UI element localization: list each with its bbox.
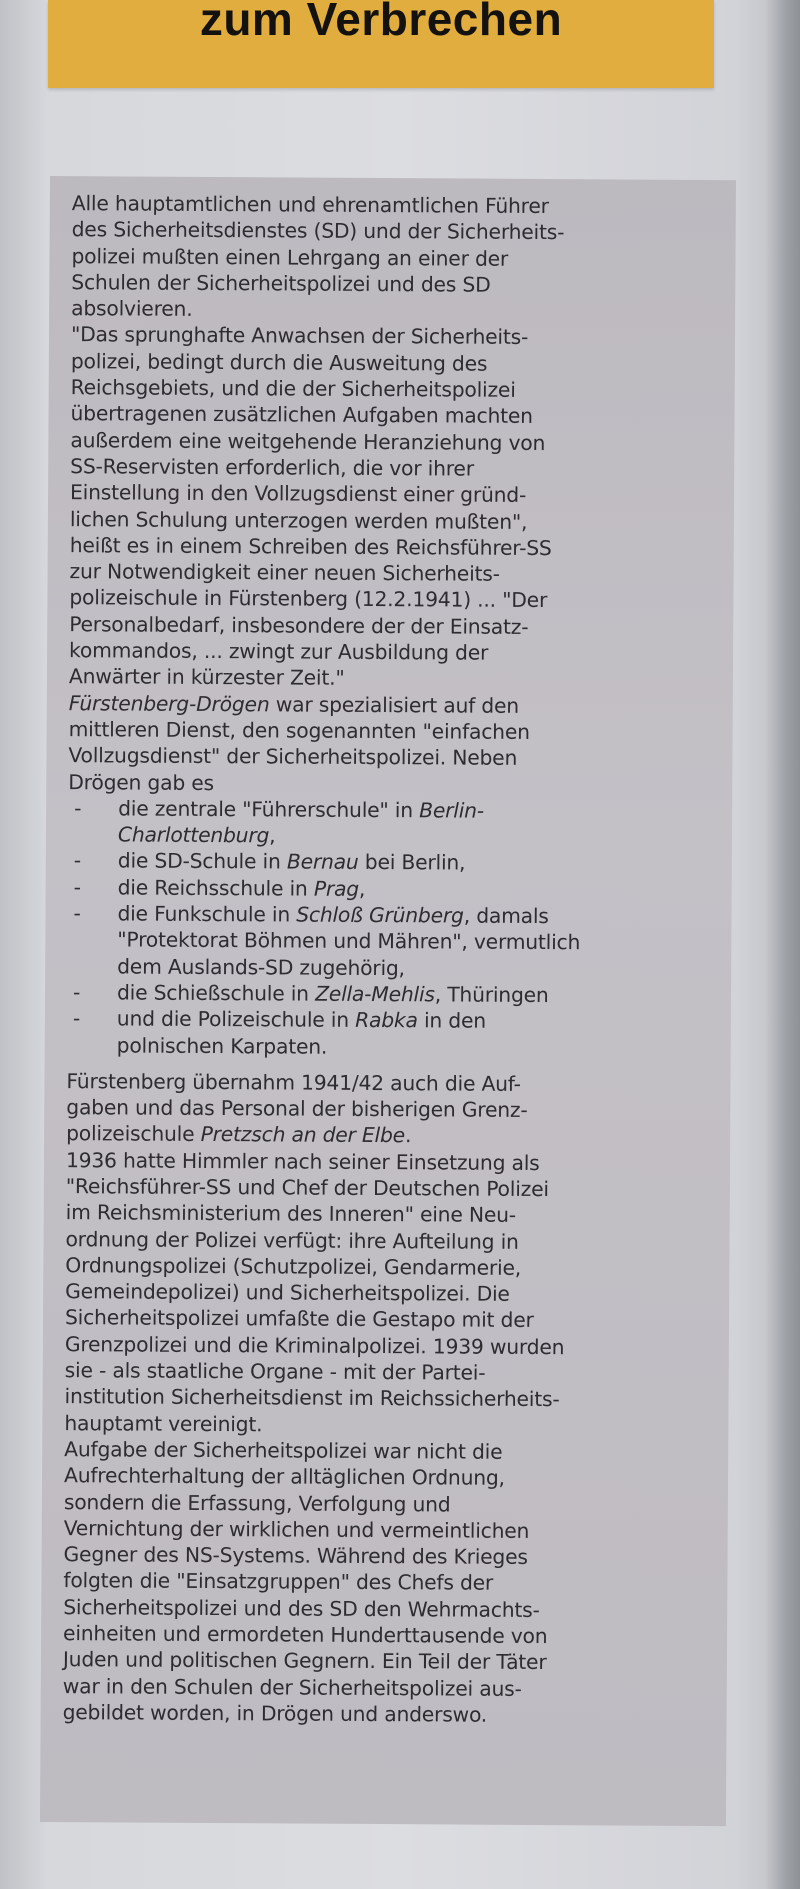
text-line: außerdem eine weitgehende Heranziehung von (70, 427, 546, 455)
text-line: einheiten und ermordeten Hunderttausende von (63, 1621, 548, 1649)
text-span: war spezialisiert auf den (269, 691, 520, 718)
place-name: Schloß Grünberg (296, 902, 464, 928)
text-line: lichen Schulung unterzogen werden mußten", (69, 506, 528, 534)
list-item (67, 1005, 717, 1062)
page-title: zum Verbrechen (199, 0, 563, 45)
text-span: bei Berlin, (358, 850, 466, 875)
text-line: gaben und das Personal der bisherigen Grenz- (66, 1095, 528, 1123)
text-line: hauptamt vereinigt. (64, 1410, 263, 1436)
paragraph-intro (71, 190, 722, 325)
paragraph-droegen (68, 690, 719, 799)
text-line: Vernichtung der wirklichen und vermeintlichen (63, 1515, 530, 1543)
place-name: Rabka (355, 1008, 418, 1033)
text-line (66, 1121, 716, 1151)
text-line: Juden und politischen Gegnern. Ein Teil der Täter (62, 1647, 547, 1675)
list-item (67, 900, 717, 983)
text-line (117, 1006, 717, 1036)
header-banner (48, 0, 714, 88)
text-span: die Reichsschule in (117, 875, 314, 901)
dash-bullet: - (73, 848, 82, 873)
text-line: polizei mußten einen Lehrgang an einer der (71, 243, 509, 271)
text-line (118, 795, 718, 825)
place-name: Pretzsch an der Elbe (200, 1122, 406, 1148)
text-line: "Reichsführer-SS und Chef der Deutschen Polizei (65, 1174, 549, 1202)
text-line: Aufrechterhaltung der alltäglichen Ordnung, (63, 1463, 505, 1491)
text-line: polnischen Karpaten. (116, 1032, 328, 1059)
text-line (117, 979, 717, 1009)
text-line: sondern die Erfassung, Verfolgung und (63, 1489, 451, 1517)
text-span: die zentrale "Führerschule" in (118, 796, 420, 823)
text-line: absolvieren. (71, 296, 193, 322)
text-span: und die Polizeischule in (116, 1006, 356, 1033)
text-line (118, 874, 718, 904)
text-line: dem Auslands-SD zugehörig, (117, 954, 405, 980)
text-line: zur Notwendigkeit einer neuen Sicherheits- (69, 559, 500, 586)
text-line: Fürstenberg übernahm 1941/42 auch die Auf- (66, 1068, 521, 1096)
text-line: "Das sprunghafte Anwachsen der Sicherheits- (70, 322, 529, 350)
place-name: Bernau (286, 849, 359, 875)
text-body (63, 190, 722, 1729)
dash-bullet: - (74, 795, 82, 821)
text-line: Reichsgebiets, und die der Sicherheitspolizei (70, 375, 516, 402)
place-name: Prag (313, 876, 360, 901)
place-name: Fürstenberg-Drögen (68, 690, 270, 716)
dash-bullet: - (72, 980, 81, 1005)
text-line: Grenzpolizei und die Kriminalpolizei. 1939 wurden (64, 1331, 565, 1359)
text-span: , damals (463, 903, 549, 929)
text-line: sie - als staatliche Organe - mit der Partei- (64, 1358, 486, 1385)
paragraph-quote (69, 322, 721, 694)
text-span: in den (417, 1008, 487, 1033)
text-line: Sicherheitspolizei und des SD den Wehrmachts- (63, 1594, 540, 1622)
text-span: , (358, 876, 366, 901)
text-span: die SD-Schule in (117, 848, 287, 874)
paragraph-fuerstenberg (66, 1068, 716, 1151)
text-line: SS-Reservisten erforderlich, die vor ihrer (70, 454, 474, 481)
text-line: polizei, bedingt durch die Ausweitung des (70, 348, 488, 376)
dash-bullet: - (72, 1006, 81, 1031)
text-line: Anwärter in kürzester Zeit." (68, 664, 345, 691)
text-line: heißt es in einem Schreiben des Reichsführer-SS (69, 532, 552, 560)
text-span: die Schießschule in (116, 980, 316, 1006)
text-line: mittleren Dienst, den sogenannten "einfachen (68, 717, 530, 744)
text-line: Gemeindepolizei) und Sicherheitspolizei. Die (65, 1279, 510, 1307)
text-line: Gegner des NS-Systems. Während des Krieges (63, 1542, 528, 1570)
dash-bullet: - (73, 874, 81, 899)
schools-list (67, 795, 719, 1062)
text-span: die Funkschule in (117, 901, 297, 927)
list-item (68, 874, 718, 904)
text-line: "Protektorat Böhmen und Mähren", vermutlich (117, 927, 581, 955)
dash-bullet: - (73, 901, 81, 926)
text-line: gebildet worden, in Drögen und anderswo. (62, 1700, 488, 1727)
text-line (117, 900, 717, 930)
text-panel (40, 176, 736, 1826)
text-line: Drögen gab es (68, 769, 215, 795)
text-line: Einstellung in den Vollzugsdienst einer gründ- (69, 480, 527, 508)
text-line (118, 848, 718, 878)
text-line (69, 690, 719, 720)
text-line: war in den Schulen der Sicherheitspolizei aus- (62, 1673, 522, 1701)
paragraph-aufgabe (63, 1436, 715, 1729)
text-line: polizeischule in Fürstenberg (12.2.1941) ... "Der (69, 585, 548, 613)
text-line: des Sicherheitsdienstes (SD) und der Sicherheits- (71, 217, 565, 245)
text-line: Ordnungspolizei (Schutzpolizei, Gendarmerie, (65, 1252, 522, 1280)
text-line: übertragenen zusätzlichen Aufgaben machten (70, 401, 533, 429)
text-span: , (269, 823, 276, 848)
list-item (67, 979, 717, 1009)
text-line: Vollzugsdienst" der Sicherheitspolizei. Neben (68, 743, 518, 771)
text-line: 1936 hatte Himmler nach seiner Einsetzung als (65, 1147, 540, 1175)
text-line (118, 822, 718, 852)
text-span: , Thüringen (434, 982, 549, 1007)
place-name: Zella-Mehlis (315, 981, 435, 1007)
text-line: im Reichsministerium des Inneren" eine Neu- (65, 1200, 516, 1228)
text-span: polizeischule (66, 1121, 201, 1147)
text-line: Alle hauptamtlichen und ehrenamtlichen Führer (71, 191, 549, 219)
list-item (68, 848, 718, 878)
text-line: kommandos, ... zwingt zur Ausbildung der (69, 638, 489, 665)
list-item (68, 795, 718, 852)
text-line: Sicherheitspolizei umfaßte die Gestapo mit der (64, 1305, 534, 1333)
text-line: ordnung der Polizei verfügt: ihre Aufteilung in (65, 1226, 519, 1254)
text-line: Schulen der Sicherheitspolizei und des SD (71, 270, 491, 297)
paragraph-himmler (64, 1147, 716, 1440)
text-line: folgten die "Einsatzgruppen" des Chefs der (63, 1568, 494, 1596)
text-line: Personalbedarf, insbesondere der der Einsatz- (69, 611, 529, 639)
text-line: Aufgabe der Sicherheitspolizei war nicht die (64, 1437, 503, 1464)
wall-edge (764, 0, 800, 1889)
place-name: Charlottenburg (117, 822, 270, 848)
place-name: Berlin- (419, 798, 485, 823)
text-line: institution Sicherheitsdienst im Reichssicherheits- (64, 1384, 560, 1412)
text-span: . (404, 1123, 412, 1148)
